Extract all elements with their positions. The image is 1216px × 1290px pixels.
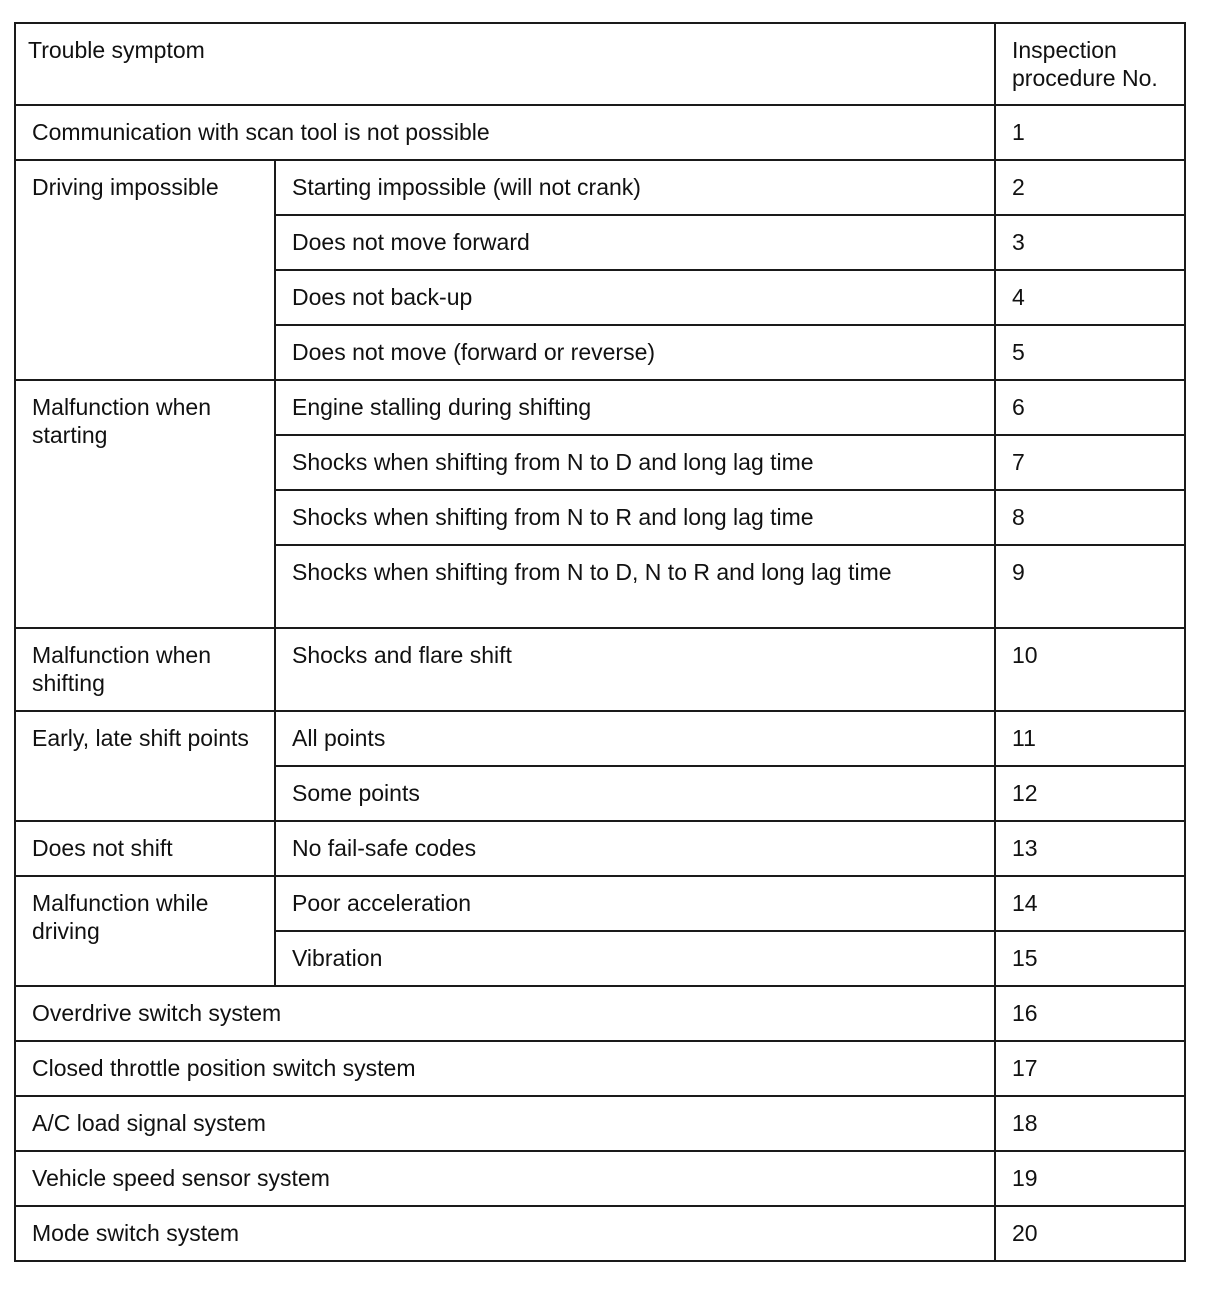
symptom-cell: Does not move forward	[275, 215, 995, 270]
procedure-cell: 8	[995, 490, 1185, 545]
table-row	[15, 1041, 1185, 1096]
symptom-cell: Shocks when shifting from N to D and long lag time	[275, 435, 995, 490]
category-cell: Malfunction when shifting	[15, 628, 275, 711]
category-cell: Closed throttle position switch system	[15, 1041, 995, 1096]
procedure-cell: 12	[995, 766, 1185, 821]
category-cell: Driving impossible	[15, 160, 275, 380]
procedure-cell: 19	[995, 1151, 1185, 1206]
procedure-cell: 1	[995, 105, 1185, 160]
table-row	[15, 160, 1185, 215]
procedure-cell: 16	[995, 986, 1185, 1041]
symptom-cell: Shocks when shifting from N to R and long lag time	[275, 490, 995, 545]
procedure-cell: 20	[995, 1206, 1185, 1261]
procedure-cell: 15	[995, 931, 1185, 986]
symptom-cell: Does not move (forward or reverse)	[275, 325, 995, 380]
header-trouble-symptom: Trouble symptom	[15, 23, 995, 105]
table-row	[15, 628, 1185, 711]
table-row	[15, 1096, 1185, 1151]
symptom-cell: No fail-safe codes	[275, 821, 995, 876]
procedure-cell: 17	[995, 1041, 1185, 1096]
symptom-cell: All points	[275, 711, 995, 766]
symptom-cell: Some points	[275, 766, 995, 821]
symptom-cell: Shocks and flare shift	[275, 628, 995, 711]
procedure-cell: 4	[995, 270, 1185, 325]
table-row	[15, 1151, 1185, 1206]
header-inspection-procedure: Inspection procedure No.	[995, 23, 1185, 105]
procedure-cell: 5	[995, 325, 1185, 380]
category-cell: Early, late shift points	[15, 711, 275, 821]
symptom-cell: Poor acceleration	[275, 876, 995, 931]
category-cell: A/C load signal system	[15, 1096, 995, 1151]
table-row	[15, 876, 1185, 931]
category-cell: Overdrive switch system	[15, 986, 995, 1041]
category-cell: Does not shift	[15, 821, 275, 876]
procedure-cell: 2	[995, 160, 1185, 215]
table-header-row	[15, 23, 1185, 105]
category-cell: Communication with scan tool is not possible	[15, 105, 995, 160]
symptom-cell: Does not back-up	[275, 270, 995, 325]
category-cell: Mode switch system	[15, 1206, 995, 1261]
procedure-cell: 10	[995, 628, 1185, 711]
table-row	[15, 380, 1185, 435]
procedure-cell: 6	[995, 380, 1185, 435]
symptom-cell: Shocks when shifting from N to D, N to R and long lag time	[275, 545, 995, 628]
symptom-cell: Vibration	[275, 931, 995, 986]
procedure-cell: 14	[995, 876, 1185, 931]
procedure-cell: 3	[995, 215, 1185, 270]
table-row	[15, 711, 1185, 766]
category-cell: Vehicle speed sensor system	[15, 1151, 995, 1206]
symptom-cell: Starting impossible (will not crank)	[275, 160, 995, 215]
category-cell: Malfunction while driving	[15, 876, 275, 986]
table-row	[15, 105, 1185, 160]
category-cell: Malfunction when starting	[15, 380, 275, 628]
table-row	[15, 1206, 1185, 1261]
table-row	[15, 986, 1185, 1041]
symptom-cell: Engine stalling during shifting	[275, 380, 995, 435]
trouble-symptom-table	[14, 22, 1186, 1262]
procedure-cell: 7	[995, 435, 1185, 490]
procedure-cell: 11	[995, 711, 1185, 766]
procedure-cell: 9	[995, 545, 1185, 628]
procedure-cell: 18	[995, 1096, 1185, 1151]
procedure-cell: 13	[995, 821, 1185, 876]
table-row	[15, 821, 1185, 876]
